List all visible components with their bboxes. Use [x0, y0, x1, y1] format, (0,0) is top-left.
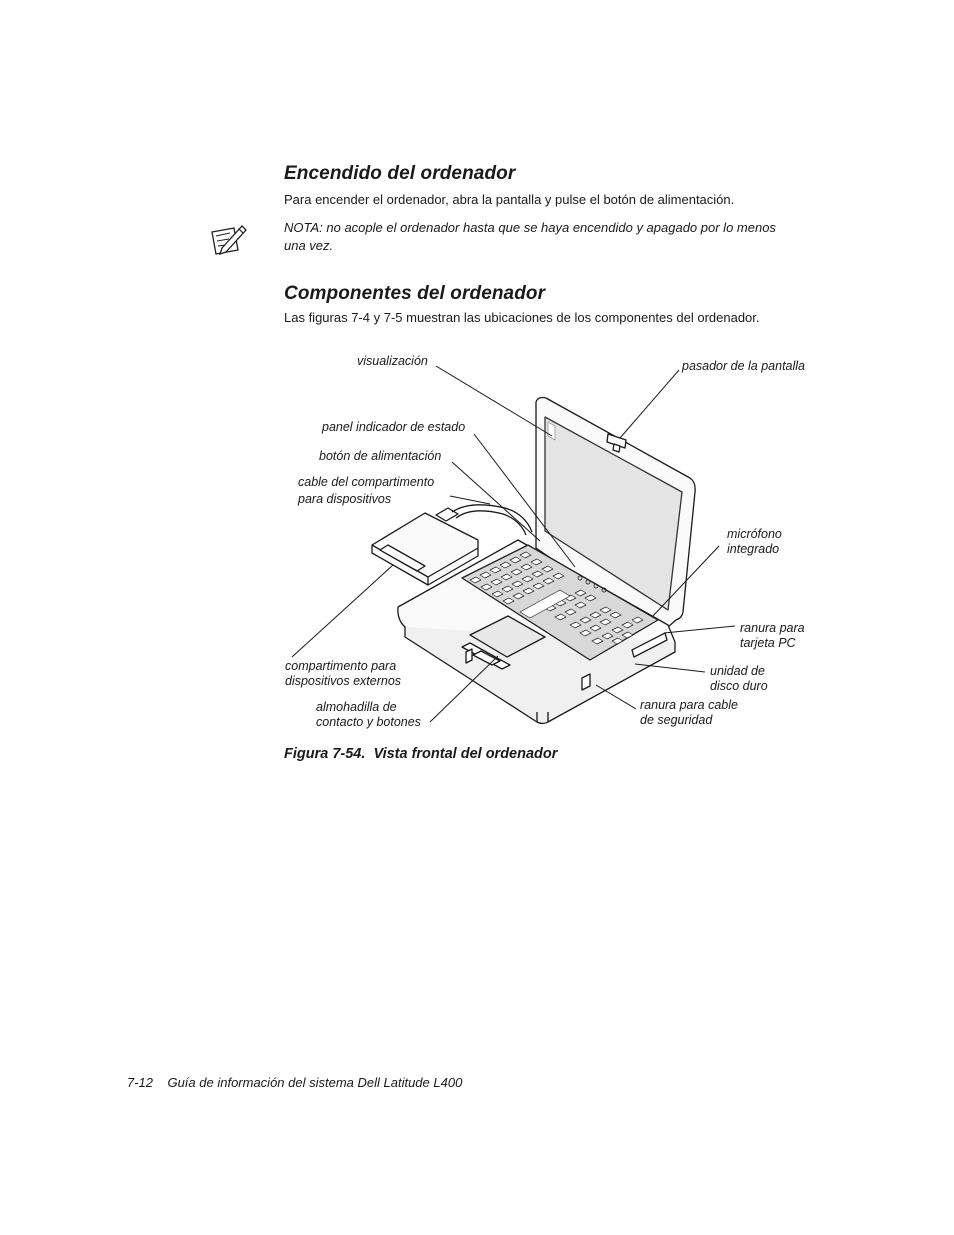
label-bay-cable	[298, 475, 434, 507]
label-bay-cable-line2: para dispositivos	[298, 492, 392, 506]
label-display: visualización	[357, 354, 428, 368]
label-external-bay-line2: dispositivos externos	[285, 674, 402, 688]
section-heading-encendido: Encendido del ordenador	[284, 163, 516, 184]
section-body-componentes: Las figuras 7-4 y 7-5 muestran las ubicaciones de los componentes del ordenador.	[284, 310, 760, 325]
note-text	[284, 219, 824, 255]
label-hard-drive-line2: disco duro	[710, 679, 768, 693]
section-body-encendido: Para encender el ordenador, abra la pantalla y pulse el botón de alimentación.	[284, 192, 735, 207]
label-security-slot-line1: ranura para cable	[640, 698, 738, 712]
label-power-button: botón de alimentación	[319, 449, 442, 463]
label-touchpad-line1: almohadilla de	[316, 700, 397, 714]
section-heading-componentes: Componentes del ordenador	[284, 283, 546, 304]
note-line-2: una vez.	[284, 238, 334, 253]
label-external-bay	[285, 659, 401, 689]
label-external-bay-line1: compartimento para	[285, 659, 397, 673]
label-security-slot-line2: de seguridad	[640, 713, 713, 727]
label-security-slot	[640, 698, 738, 728]
figure-caption: Figura 7-54. Vista frontal del ordenador	[284, 746, 558, 762]
label-touchpad-line2: contacto y botones	[316, 715, 421, 729]
label-hard-drive	[710, 664, 768, 694]
label-pc-card	[740, 621, 805, 651]
note-line-1: NOTA: no acople el ordenador hasta que se haya encendido y apagado por lo menos	[284, 220, 776, 235]
label-pc-card-line2: tarjeta PC	[740, 636, 796, 650]
label-bay-cable-line1: cable del compartimento	[298, 475, 435, 489]
label-microphone-line1: micrófono	[727, 527, 782, 541]
page-footer: 7-12 Guía de información del sistema Dell Latitude L400	[127, 1075, 463, 1090]
label-status-panel: panel indicador de estado	[322, 420, 466, 434]
label-pc-card-line1: ranura para	[740, 621, 805, 635]
label-hard-drive-line1: unidad de	[710, 664, 765, 678]
label-touchpad	[316, 700, 421, 730]
label-microphone-line2: integrado	[727, 542, 780, 556]
note-pencil-icon	[208, 222, 248, 256]
label-microphone	[727, 527, 782, 557]
label-display-latch: pasador de la pantalla	[682, 359, 806, 373]
